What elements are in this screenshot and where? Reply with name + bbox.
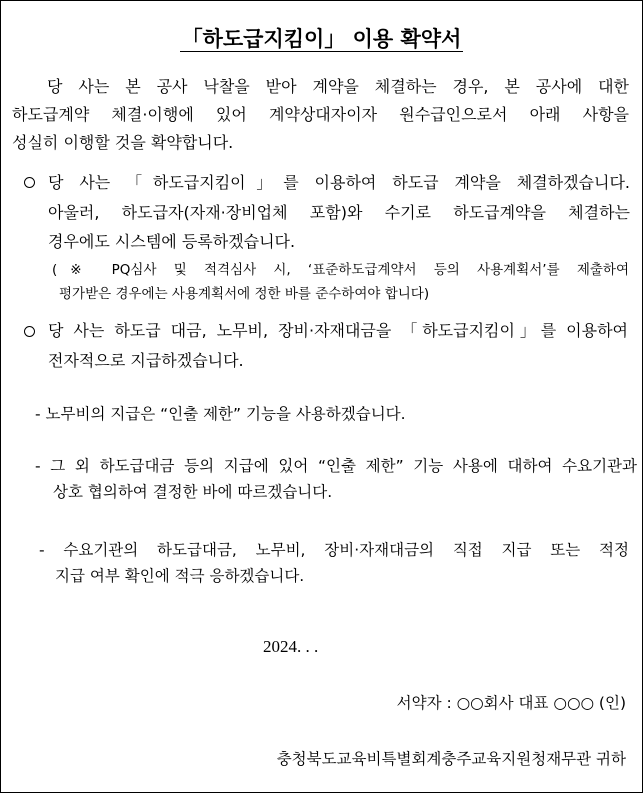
dash3-line-1: - 수요기관의 하도급대금, 노무비, 장비·자재대금의 직접 지급 또는 적정 [39, 541, 629, 559]
addressee-line: 충청북도교육비특별회계충주교육지원청재무관 귀하 [276, 750, 626, 768]
date-line: 2024. . . [263, 637, 319, 656]
item2-line-1: 당 사는 하도급 대금, 노무비, 장비·자재대금을 「하도급지킴이」를 이용하여 [48, 321, 628, 340]
document-title: 「하도급지킴이」 이용 확약서 [181, 27, 462, 51]
item1-note-line-2: 평가받은 경우에는 사용계획서에 정한 바를 준수하여야 합니다) [59, 286, 430, 302]
intro-line-2: 하도급계약 체결·이행에 있어 계약상대자이자 원수급인으로서 아래 사항을 [12, 105, 629, 124]
item1-line-2: 아울러, 하도급자(자재·장비업체 포함)와 수기로 하도급계약을 체결하는 [48, 203, 630, 222]
signer-line: 서약자 : ○○회사 대표 ○○○ (인) [396, 694, 626, 712]
dash2-line-1: - 그 외 하도급대금 등의 지급에 있어 “인출 제한” 기능 사용에 대하여 수요기관과 [35, 457, 637, 475]
item2-bullet-circle-icon [24, 326, 35, 337]
item1-line-1: 당 사는 「하도급지킴이」를 이용하여 하도급 계약을 체결하겠습니다. [48, 173, 630, 192]
intro-line-1: 당 사는 본 공사 낙찰을 받아 계약을 체결하는 경우, 본 공사에 대한 [47, 77, 629, 96]
dash1-line-1: - 노무비의 지급은 “인출 제한” 기능을 사용하겠습니다. [35, 405, 406, 423]
item1-line-3: 경우에도 시스템에 등록하겠습니다. [48, 232, 296, 251]
intro-line-3: 성실히 이행할 것을 확약합니다. [12, 133, 234, 152]
item1-bullet-circle-icon [24, 177, 35, 188]
dash3-line-2: 지급 여부 확인에 적극 응하겠습니다. [55, 567, 305, 585]
item2-line-2: 전자적으로 지급하겠습니다. [48, 351, 244, 370]
dash2-line-2: 상호 협의하여 결정한 바에 따르겠습니다. [53, 483, 333, 501]
item1-note-line-1: (※ PQ심사 및 적격심사 시, ‘표준하도급계약서 등의 사용계획서’를 제출하여 [52, 262, 629, 278]
